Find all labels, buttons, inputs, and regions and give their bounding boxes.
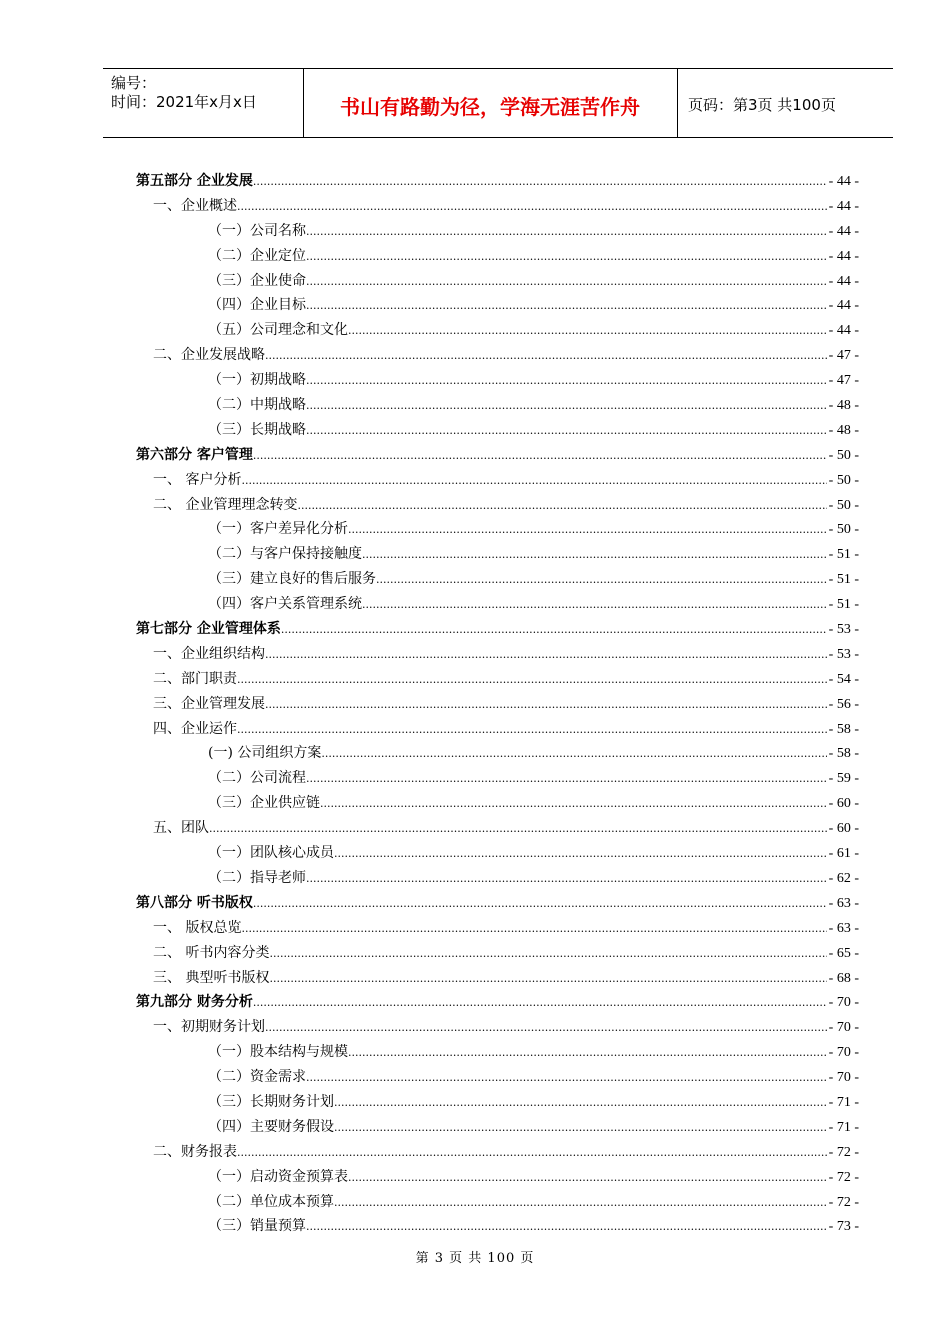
toc-dot-leader (306, 219, 827, 245)
toc-subentry[interactable] (136, 866, 859, 891)
toc-entry-page: - 58 - (828, 721, 859, 737)
toc-subentry[interactable] (136, 592, 859, 617)
toc-entry-page: - 53 - (828, 622, 859, 638)
table-of-contents (136, 169, 859, 1239)
toc-dot-leader (362, 592, 827, 618)
toc-entry-page: - 48 - (828, 398, 859, 414)
toc-dot-leader (265, 1015, 827, 1041)
toc-entry-page: - 54 - (828, 671, 859, 687)
toc-entry-page: - 70 - (828, 995, 859, 1011)
toc-entry-title: （一）启动资金预算表 (208, 1168, 348, 1185)
toc-dot-leader (348, 1040, 827, 1066)
toc-dot-leader (376, 567, 827, 593)
toc-chapter-entry[interactable] (136, 941, 859, 966)
toc-subentry[interactable] (136, 1190, 859, 1215)
toc-entry-title: 第六部分 客户管理 (136, 446, 253, 463)
toc-dot-leader (237, 667, 827, 693)
toc-entry-page: - 47 - (828, 373, 859, 389)
toc-dot-leader (306, 269, 827, 295)
toc-entry-title: （一）股本结构与规模 (208, 1044, 348, 1061)
toc-chapter-entry[interactable] (136, 194, 859, 219)
toc-entry-page: - 63 - (828, 920, 859, 936)
toc-entry-page: - 72 - (828, 1194, 859, 1210)
toc-section-entry[interactable] (136, 891, 859, 916)
toc-entry-title: （二）与客户保持接触度 (208, 546, 362, 563)
toc-entry-title: 一、 客户分析 (153, 471, 242, 488)
toc-entry-title: （二）指导老师 (208, 869, 306, 886)
toc-entry-title: （二）企业定位 (208, 247, 306, 264)
toc-subentry[interactable] (136, 269, 859, 294)
toc-entry-page: - 72 - (828, 1169, 859, 1185)
toc-entry-page: - 65 - (828, 945, 859, 961)
toc-entry-page: - 71 - (828, 1094, 859, 1110)
toc-entry-page: - 70 - (828, 1070, 859, 1086)
toc-entry-page: - 44 - (828, 323, 859, 339)
toc-entry-title: 一、企业概述 (153, 197, 237, 214)
toc-chapter-entry[interactable] (136, 493, 859, 518)
toc-dot-leader (265, 692, 827, 718)
toc-section-entry[interactable] (136, 990, 859, 1015)
toc-section-entry[interactable] (136, 617, 859, 642)
toc-entry-page: - 50 - (828, 447, 859, 463)
toc-dot-leader (269, 966, 826, 992)
toc-dot-leader (348, 517, 827, 543)
toc-entry-page: - 47 - (828, 348, 859, 364)
toc-subentry[interactable] (136, 841, 859, 866)
toc-entry-page: - 50 - (828, 472, 859, 488)
toc-subentry[interactable] (136, 1065, 859, 1090)
toc-entry-title: 四、企业运作 (153, 720, 237, 737)
toc-entry-page: - 63 - (828, 895, 859, 911)
toc-dot-leader (253, 443, 827, 469)
toc-subentry[interactable] (136, 318, 859, 343)
toc-entry-page: - 51 - (828, 597, 859, 613)
toc-chapter-entry[interactable] (136, 692, 859, 717)
toc-entry-page: - 50 - (828, 522, 859, 538)
toc-dot-leader (253, 891, 827, 917)
toc-dot-leader (306, 393, 827, 419)
toc-dot-leader (306, 866, 827, 892)
toc-dot-leader (306, 244, 827, 270)
toc-dot-leader (241, 468, 826, 494)
toc-dot-leader (306, 1065, 827, 1091)
toc-entry-page: - 71 - (828, 1119, 859, 1135)
toc-subentry[interactable] (136, 393, 859, 418)
toc-entry-title: （三）企业供应链 (208, 795, 320, 812)
toc-entry-page: - 51 - (828, 547, 859, 563)
toc-entry-title: （二）单位成本预算 (208, 1193, 334, 1210)
toc-subentry[interactable] (136, 1165, 859, 1190)
toc-entry-title: （三）销量预算 (208, 1218, 306, 1235)
toc-entry-title: （二）中期战略 (208, 397, 306, 414)
header-page-cell (678, 69, 893, 137)
toc-entry-title: 二、部门职责 (153, 670, 237, 687)
toc-entry-title: （二）资金需求 (208, 1069, 306, 1086)
toc-dot-leader (237, 194, 827, 220)
toc-chapter-entry[interactable] (136, 343, 859, 368)
toc-chapter-entry[interactable] (136, 1140, 859, 1165)
toc-entry-title: 一、 版权总览 (153, 919, 242, 936)
toc-dot-leader (334, 1115, 827, 1141)
toc-dot-leader (306, 1214, 827, 1240)
toc-chapter-entry[interactable] (136, 667, 859, 692)
toc-entry-title: （三）建立良好的售后服务 (208, 571, 376, 588)
toc-dot-leader (306, 766, 827, 792)
toc-subentry[interactable] (136, 542, 859, 567)
toc-subentry[interactable] (136, 567, 859, 592)
toc-entry-title: （四）主要财务假设 (208, 1118, 334, 1135)
toc-entry-title: 二、 企业管理理念转变 (153, 496, 298, 513)
toc-entry-page: - 44 - (828, 174, 859, 189)
toc-entry-title: 第七部分 企业管理体系 (136, 621, 281, 638)
toc-chapter-entry[interactable] (136, 916, 859, 941)
toc-subentry[interactable] (136, 791, 859, 816)
toc-dot-leader (362, 542, 827, 568)
header-slogan: 书山有路勤为径，学海无涯苦作舟 (340, 95, 640, 119)
toc-subentry[interactable] (136, 741, 859, 766)
toc-entry-page: - 58 - (828, 746, 859, 762)
toc-entry-title: （四）企业目标 (208, 297, 306, 314)
toc-entry-title: 三、企业管理发展 (153, 695, 265, 712)
toc-dot-leader (253, 169, 827, 195)
toc-entry-page: - 72 - (828, 1144, 859, 1160)
toc-subentry[interactable] (136, 517, 859, 542)
toc-dot-leader (306, 418, 827, 444)
toc-entry-title: （三）长期财务计划 (208, 1093, 334, 1110)
toc-subentry[interactable] (136, 1040, 859, 1065)
toc-entry-page: - 60 - (828, 821, 859, 837)
toc-entry-title: 第八部分 听书版权 (136, 894, 253, 911)
toc-entry-page: - 73 - (828, 1219, 859, 1235)
toc-entry-title: 二、财务报表 (153, 1143, 237, 1160)
toc-entry-title: （一）团队核心成员 (208, 845, 334, 862)
toc-entry-title: 三、 典型听书版权 (153, 969, 270, 986)
toc-dot-leader (321, 741, 826, 767)
toc-dot-leader (348, 318, 827, 344)
toc-dot-leader (320, 791, 827, 817)
toc-dot-leader (241, 916, 826, 942)
toc-section-entry[interactable] (136, 443, 859, 468)
toc-dot-leader (237, 717, 827, 743)
toc-subentry[interactable] (136, 1214, 859, 1239)
page-footer: 第 3 页 共 100 页 (415, 1251, 535, 1266)
toc-dot-leader (334, 1090, 827, 1116)
toc-entry-title: （一）客户差异化分析 (208, 521, 348, 538)
toc-entry-page: - 51 - (828, 572, 859, 588)
toc-dot-leader (306, 368, 827, 394)
toc-entry-title: （三）企业使命 (208, 272, 306, 289)
toc-subentry[interactable] (136, 418, 859, 443)
toc-entry-title: 一、初期财务计划 (153, 1019, 265, 1036)
toc-entry-page: - 53 - (828, 646, 859, 662)
toc-entry-page: - 56 - (828, 696, 859, 712)
toc-subentry[interactable] (136, 219, 859, 244)
toc-entry-title: （四）客户关系管理系统 (208, 596, 362, 613)
toc-entry-title: 二、企业发展战略 (153, 347, 265, 364)
toc-entry-page: - 60 - (828, 796, 859, 812)
toc-entry-page: - 44 - (828, 223, 859, 239)
toc-chapter-entry[interactable] (136, 717, 859, 742)
toc-dot-leader (209, 816, 827, 842)
toc-chapter-entry[interactable] (136, 468, 859, 493)
document-number-label: 编号： (111, 74, 157, 92)
toc-entry-page: - 62 - (828, 870, 859, 886)
toc-subentry[interactable] (136, 368, 859, 393)
toc-entry-title: 一、企业组织结构 (153, 645, 265, 662)
toc-entry-page: - 59 - (828, 771, 859, 787)
toc-entry-title: （三）长期战略 (208, 421, 306, 438)
toc-chapter-entry[interactable] (136, 642, 859, 667)
toc-entry-page: - 61 - (828, 846, 859, 862)
toc-subentry[interactable] (136, 1115, 859, 1140)
toc-entry-page: - 68 - (828, 970, 859, 986)
toc-dot-leader (265, 343, 827, 369)
toc-entry-page: - 50 - (828, 497, 859, 513)
toc-dot-leader (265, 642, 827, 668)
toc-entry-page: - 70 - (828, 1020, 859, 1036)
toc-dot-leader (237, 1140, 827, 1166)
toc-entry-title: （一）初期战略 (208, 372, 306, 389)
toc-entry-title: 五、团队 (153, 820, 209, 837)
toc-dot-leader (348, 1165, 827, 1191)
toc-entry-page: - 44 - (828, 248, 859, 264)
toc-dot-leader (334, 1190, 827, 1216)
toc-section-entry[interactable] (136, 169, 859, 194)
header-meta-cell (103, 69, 304, 137)
toc-entry-title: （二）公司流程 (208, 770, 306, 787)
toc-subentry[interactable] (136, 293, 859, 318)
toc-chapter-entry[interactable] (136, 816, 859, 841)
toc-entry-title: （五）公司理念和文化 (208, 322, 348, 339)
toc-dot-leader (281, 617, 827, 643)
toc-entry-page: - 48 - (828, 422, 859, 438)
toc-chapter-entry[interactable] (136, 966, 859, 991)
document-time-label: 时间：2021年x月x日 (111, 93, 257, 111)
toc-chapter-entry[interactable] (136, 1015, 859, 1040)
toc-entry-page: - 44 - (828, 298, 859, 314)
toc-dot-leader (253, 990, 827, 1016)
toc-entry-page: - 70 - (828, 1045, 859, 1061)
header-slogan-cell (303, 69, 678, 137)
header-page-info: 页码：第3页 共100页 (688, 96, 836, 114)
toc-dot-leader (269, 941, 826, 967)
toc-entry-title: （一）公司名称 (208, 222, 306, 239)
toc-subentry[interactable] (136, 244, 859, 269)
toc-dot-leader (334, 841, 827, 867)
toc-entry-page: - 44 - (828, 198, 859, 214)
toc-dot-leader (306, 293, 827, 319)
toc-entry-title: 第五部分 企业发展 (136, 173, 253, 189)
toc-subentry[interactable] (136, 1090, 859, 1115)
toc-entry-title: 二、 听书内容分类 (153, 944, 270, 961)
toc-entry-page: - 44 - (828, 273, 859, 289)
toc-subentry[interactable] (136, 766, 859, 791)
toc-dot-leader (297, 493, 826, 519)
toc-entry-title: 第九部分 财务分析 (136, 994, 253, 1011)
toc-entry-title: (一) 公司组织方案 (208, 745, 322, 762)
page-header (103, 68, 893, 138)
